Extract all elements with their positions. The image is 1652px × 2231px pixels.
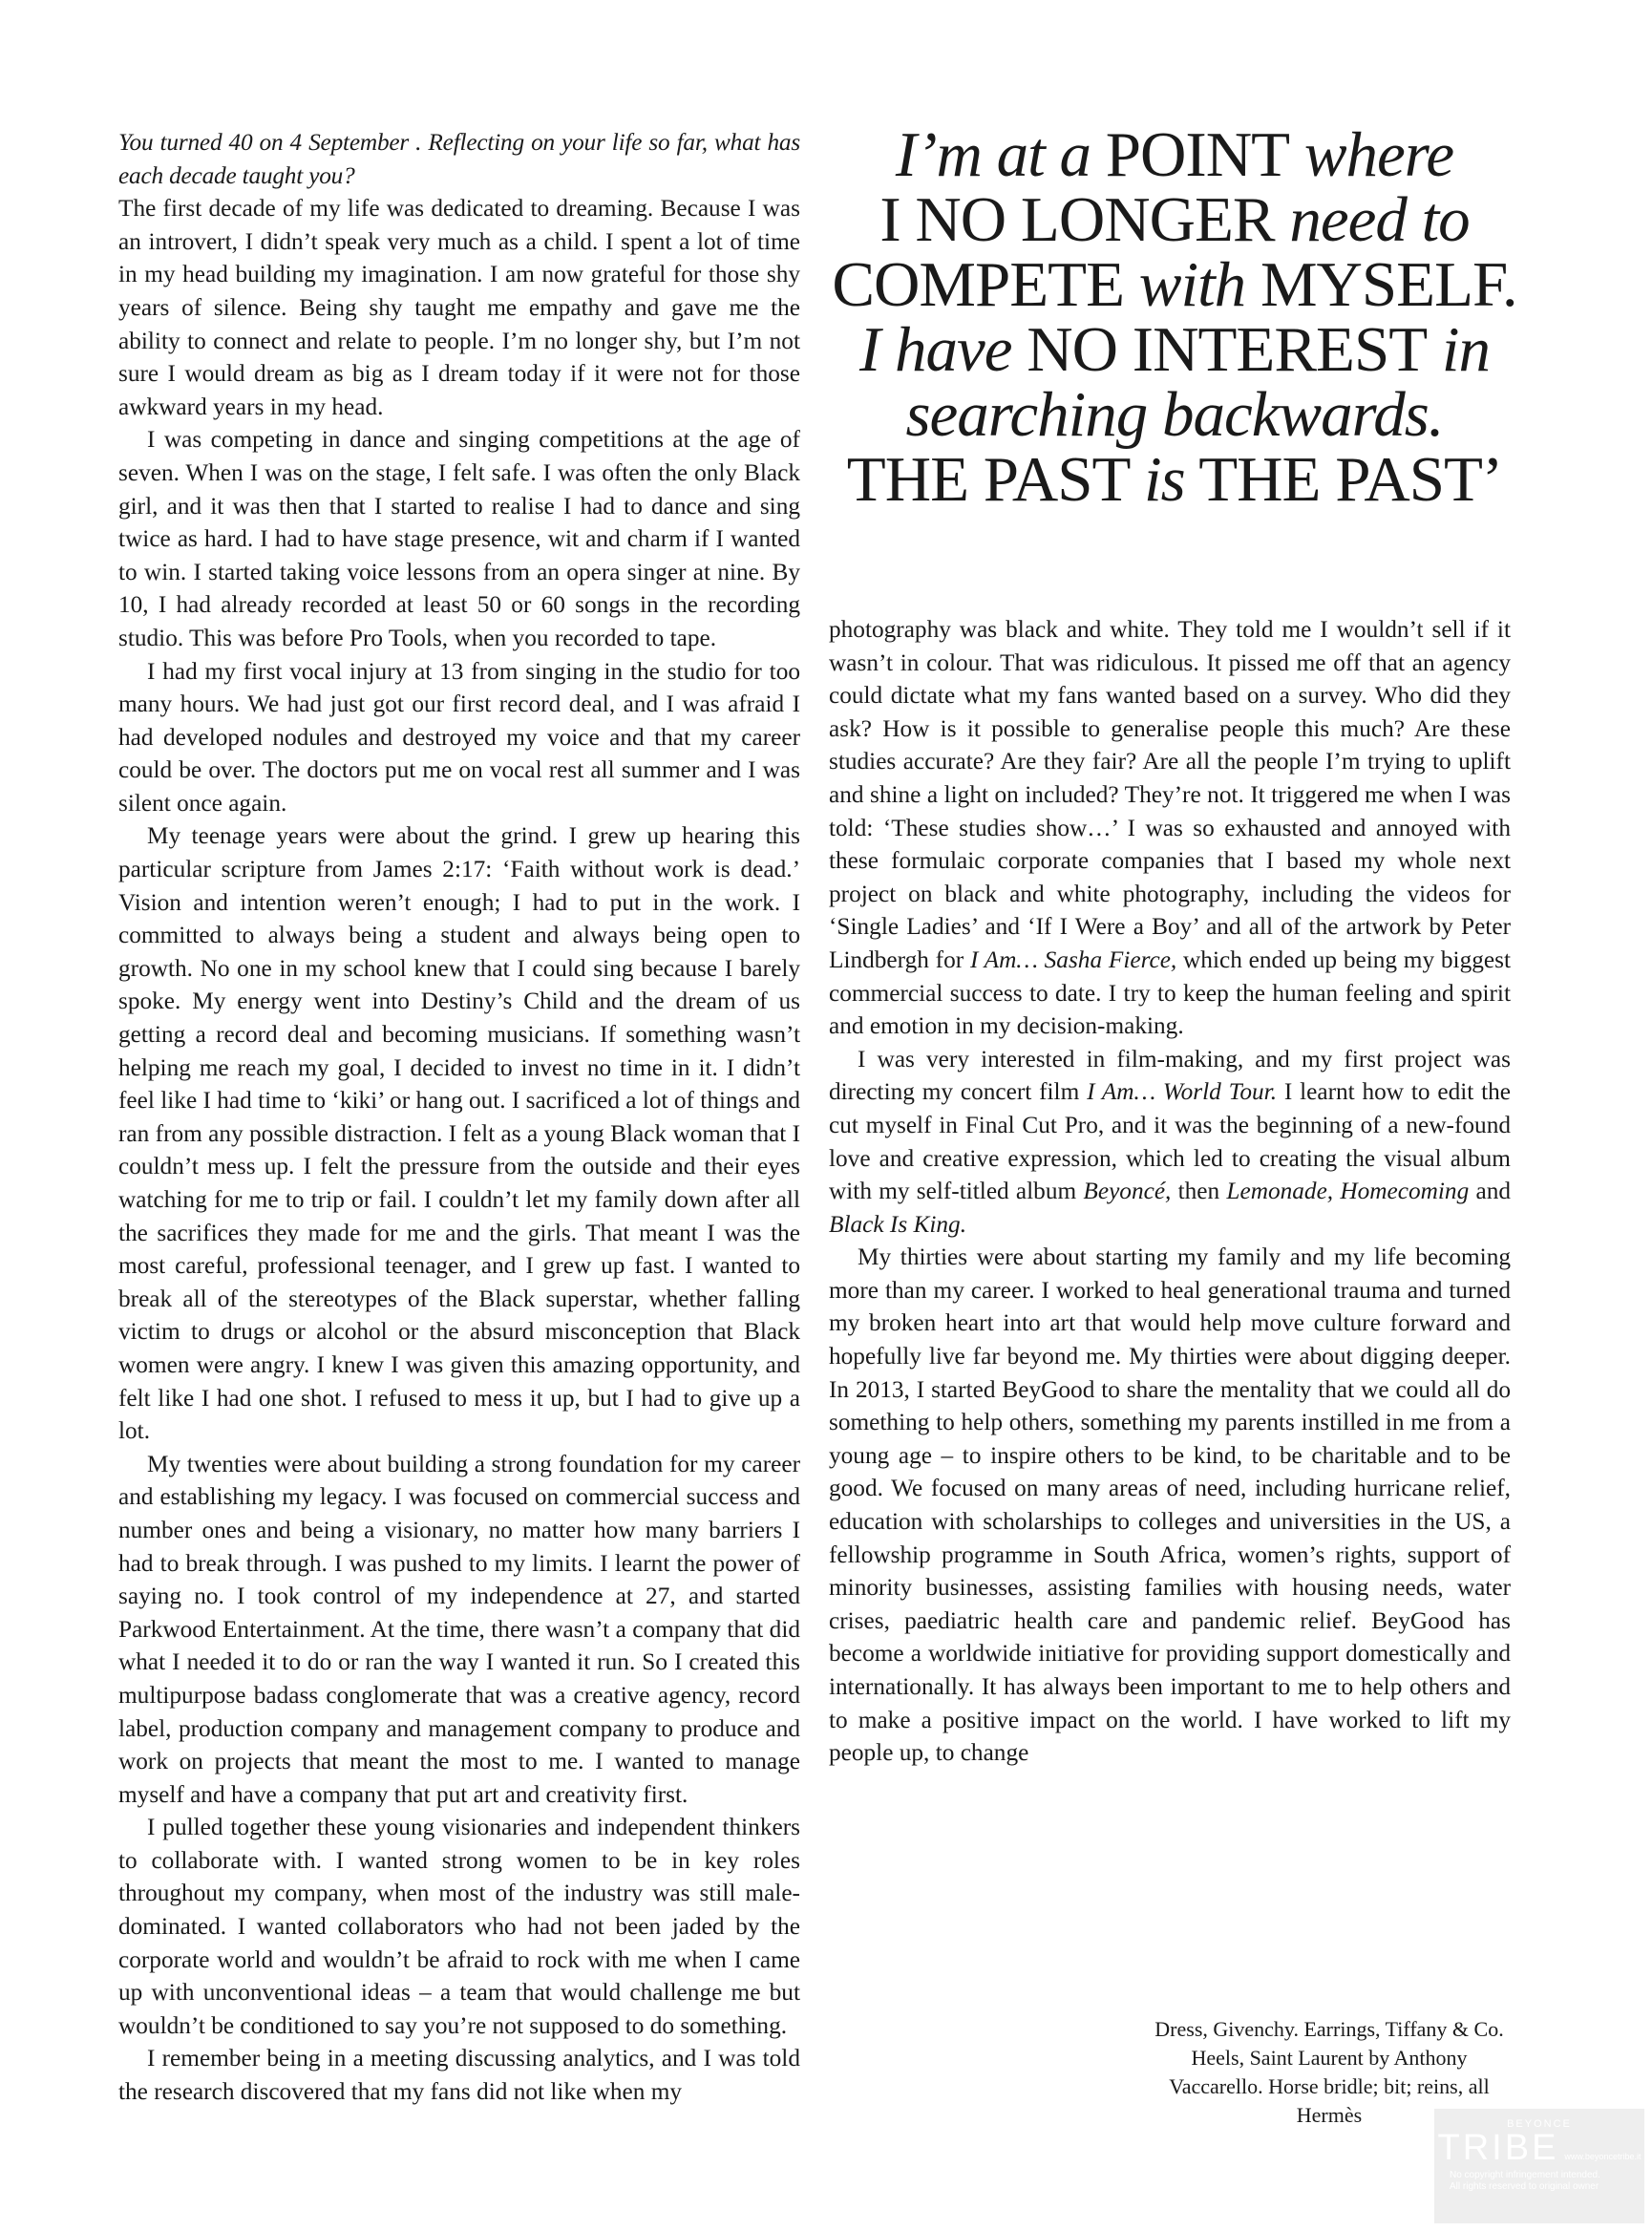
- paragraph: My teenage years were about the grind. I grew up hearing this particular scripture from James 2:17: ‘Faith without work is dead.’ Vision and intention weren’t enough; I had to put in the work. I committed to always being a student and always being open to growth. No one in my school knew that I could sing because I barely spoke. My energy went into Destiny’s Child and the dream of us getting a record deal and becoming musicians. If something wasn’t helping me reach my goal, I decided to invest no time in it. I didn’t feel like I had time to ‘kiki’ or hang out. I sacrificed a lot of things and ran from any possible distraction. I felt as a young Black woman that I couldn’t mess up. I felt the pressure from the outside and their eyes watching for me to trip or fail. I couldn’t let my family down after all the sacrifices they made for me and the girls. That meant I was the most careful, professional teenager, and I grew up fast. I wanted to break all of the stereotypes of the Black superstar, whether falling victim to drugs or alcohol or the absurd misconception that Black women were angry. I knew I was given this amazing opportunity, and felt like I had one shot. I refused to mess it up, but I had to give up a lot.: [118, 822, 800, 1445]
- text-run: I was very interested in film-making, and my first project was directing my concert film: [829, 1045, 1511, 1106]
- paragraph: My twenties were about building a strong foundation for my career and establishing my legacy. I was focused on commercial success and number ones and being a visionary, no matter how many barriers I had to break through. I was pushed to my limits. I learnt the power of saying no. I took control of my independence at 27, and started Parkwood Entertainment. At the time, there wasn’t a company that did what I needed it to do or ran the way I wanted it run. So I created this multipurpose badass conglomerate that was a creative agency, record label, production company and management company to produce and work on projects that meant the most to me. I wanted to manage myself and have a company that put art and creativity first.: [118, 1450, 800, 1808]
- pq-part: THE PAST’: [1184, 444, 1503, 515]
- text-run: and: [1469, 1178, 1511, 1205]
- album-title: I Am… Sasha Fierce,: [969, 946, 1177, 973]
- pull-quote: [821, 119, 1528, 515]
- pq-part: THE PAST: [846, 444, 1144, 515]
- pq-part: in: [1427, 314, 1491, 385]
- pq-part: I NO LONGER: [879, 184, 1275, 255]
- paragraph: [829, 613, 1511, 1043]
- pq-part: POINT: [1105, 119, 1290, 190]
- watermark-note: No copyright infringement intended.: [1450, 2170, 1600, 2180]
- watermark-small: BEYONCE: [1507, 2118, 1572, 2130]
- interview-question: You turned 40 on 4 September . Reflecting on your life so far, what has each decade taught you?: [118, 129, 800, 189]
- pq-part: COMPETE: [832, 249, 1125, 320]
- watermark-logo: TRIBE: [1437, 2128, 1559, 2168]
- left-column: [118, 126, 800, 2109]
- pq-part: need to: [1274, 184, 1470, 255]
- watermark-url: www.beyoncetribe.it: [1564, 2152, 1641, 2161]
- text-run: I learnt how to edit the cut myself in Final Cut Pro, and it was the beginning of a new-found love and creative expression, which led to creating the visual album with my self-titled album: [829, 1078, 1511, 1205]
- pq-part: I have: [858, 314, 1027, 385]
- pq-part: searching backwards.: [905, 379, 1444, 450]
- film-title: I Am… World Tour.: [1087, 1078, 1278, 1106]
- album-title: Black Is King.: [829, 1210, 967, 1238]
- text-run: then: [1171, 1178, 1227, 1205]
- album-title: Beyoncé,: [1083, 1178, 1172, 1205]
- text-run: photography was black and white. They told me I wouldn’t sell if it wasn’t in colour. That was ridiculous. It pissed me off that an agency could dictate what my fans wanted based on a survey. Who did they ask? How is it possible to generalise people this much? Are these studies accurate? Are they fair? Are all the people I’m trying to uplift and shine a light on included? They’re not. It triggered me when I was told: ‘These studies show…’ I was so exhausted and annoyed with these formulaic corporate companies that I based my whole next project on black and white photography, including the videos for ‘Single Ladies’ and ‘If I Were a Boy’ and all of the artwork by Peter Lindbergh for: [829, 616, 1511, 973]
- pq-part: is: [1143, 444, 1185, 515]
- paragraph: I was competing in dance and singing competitions at the age of seven. When I was on the stage, I felt safe. I was often the only Black girl, and it was then that I started to realise I had to dance and sing twice as hard. I had to have stage presence, wit and charm if I wanted to win. I started taking voice lessons from an opera singer at nine. By 10, I had already recorded at least 50 or 60 songs in the recording studio. This was before Pro Tools, when you recorded to tape.: [118, 426, 800, 651]
- paragraph: I pulled together these young visionaries and independent thinkers to collaborate with. I wanted strong women to be in key roles throughout my company, when most of the industry was still male-dominated. I wanted collaborators who had not been jaded by the corporate world and wouldn’t be afraid to rock with me when I came up with unconventional ideas – a team that would challenge me but wouldn’t be conditioned to say you’re not supposed to do something.: [118, 1814, 800, 2039]
- watermark: [1434, 2109, 1644, 2223]
- watermark-note: All rights reserved to original owner: [1450, 2181, 1599, 2192]
- text-run: which ended up being my biggest commercial success to date. I try to keep the human feeling and spirit and emotion in my decision-making.: [829, 946, 1511, 1040]
- album-title: Lemonade, Homecoming: [1226, 1178, 1470, 1205]
- photo-caption: Dress, Givenchy. Earrings, Tiffany & Co. Heels, Saint Laurent by Anthony Vaccarello. Horse bridle; bit; reins, all Hermès: [1154, 2017, 1504, 2127]
- pq-part: NO INTEREST: [1027, 314, 1428, 385]
- paragraph: My thirties were about starting my family and my life becoming more than my career. I worked to heal generational trauma and turned my broken heart into art that would help move culture forward and hopefully live far beyond me. My thirties were about digging deeper. In 2013, I started BeyGood to share the mentality that we could all do something to help others, something my parents instilled in me from a young age – to inspire others to be kind, to be charitable and to be good. We focused on many areas of need, including hurricane relief, education with scholarships to colleges and universities in the US, a fellowship programme in South Africa, women’s rights, support of minority businesses, assisting families with housing needs, water crises, paediatric health care and pandemic relief. BeyGood has become a worldwide initiative for providing support domestically and internationally. It has always been important to me to help others and to make a positive impact on the world. I have worked to lift my people up, to change: [829, 1243, 1511, 1767]
- paragraph: [829, 1043, 1511, 1242]
- right-column: [829, 613, 1511, 1770]
- paragraph: I had my first vocal injury at 13 from singing in the studio for too many hours. We had just got our first record deal, and I was afraid I had developed nodules and destroyed my voice and that my career could be over. The doctors put me on vocal rest all summer and I was silent once again.: [118, 657, 800, 817]
- pq-part: where: [1289, 119, 1454, 190]
- pq-part: with: [1124, 249, 1260, 320]
- pq-part: MYSELF.: [1260, 249, 1517, 320]
- pq-part: I’m at a: [895, 119, 1106, 190]
- paragraph: The first decade of my life was dedicated to dreaming. Because I was an introvert, I didn’t speak very much as a child. I spent a lot of time in my head building my imagination. I am now grateful for those shy years of silence. Being shy taught me empathy and gave me the ability to connect and relate to people. I’m no longer shy, but I’m not sure I would dream as big as I dream today if it were not for those awkward years in my head.: [118, 195, 800, 420]
- paragraph: I remember being in a meeting discussing analytics, and I was told the research discovered that my fans did not like when my: [118, 2045, 800, 2106]
